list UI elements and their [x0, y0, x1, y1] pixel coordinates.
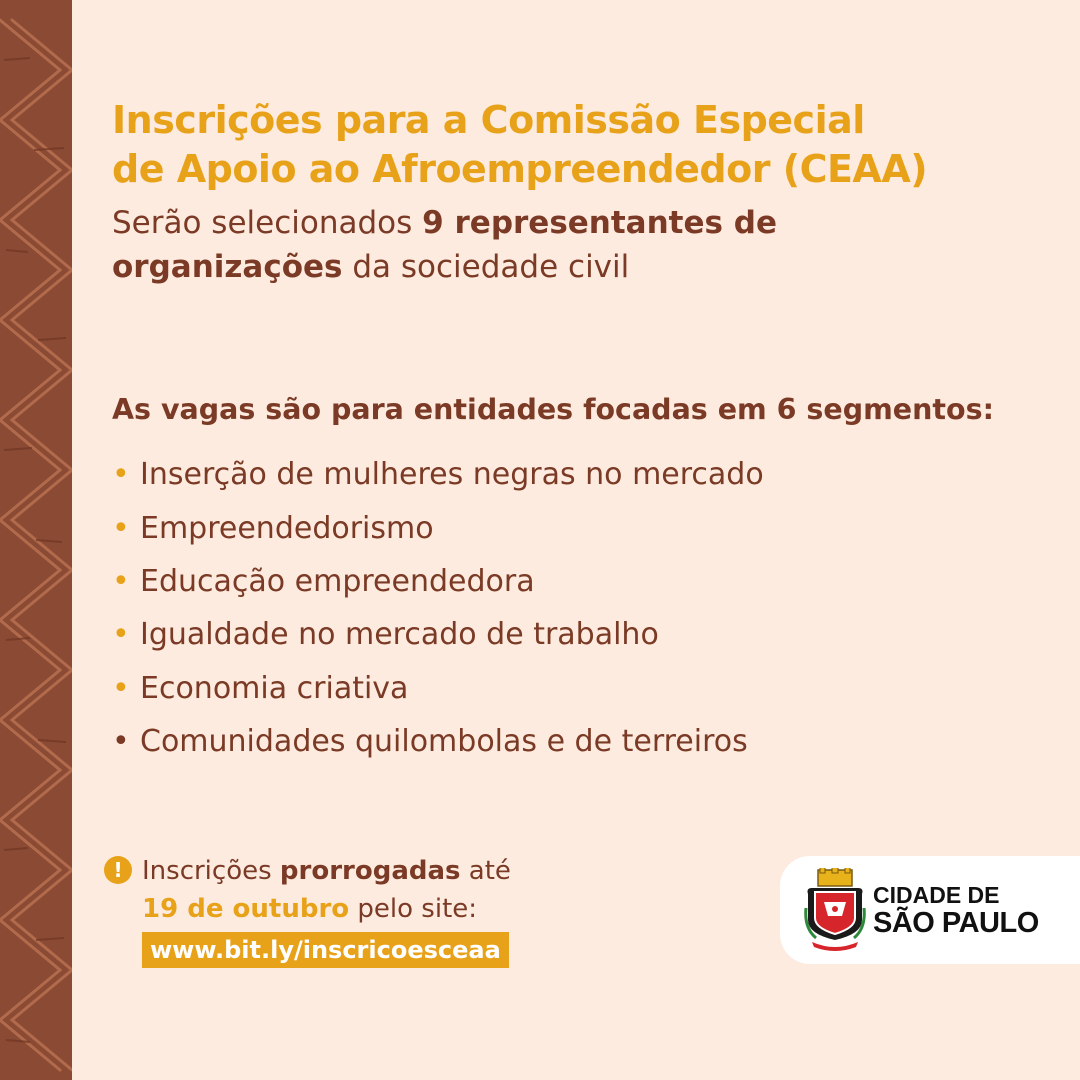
segment-label: Igualdade no mercado de trabalho	[140, 617, 659, 653]
bullet-icon: •	[112, 724, 130, 760]
zigzag-pattern-icon	[0, 0, 72, 1080]
list-item	[112, 501, 764, 554]
city-logo	[780, 856, 1080, 964]
bullet-icon: •	[112, 510, 130, 546]
bullet-icon: •	[112, 457, 130, 493]
logo-line-1: CIDADE DE	[873, 882, 1000, 908]
segments-list	[112, 448, 764, 768]
bullet-icon: •	[112, 670, 130, 706]
deadline-date: 19 de outubro	[142, 894, 350, 924]
deadline-notice	[104, 852, 511, 968]
logo-wordmark	[873, 881, 1039, 937]
decorative-pattern-stripe	[0, 0, 72, 1080]
segments-heading: As vagas são para entidades focadas em 6 segmentos:	[112, 393, 994, 426]
list-item	[112, 715, 764, 768]
notice-line-1	[104, 852, 511, 890]
subtitle-bold-1: 9 representantes de	[422, 205, 777, 241]
subtitle-bold-2: organizações	[112, 249, 343, 285]
list-item	[112, 555, 764, 608]
list-item	[112, 448, 764, 501]
bullet-icon: •	[112, 617, 130, 653]
registration-link[interactable]: www.bit.ly/inscricoesceaa	[142, 932, 509, 968]
list-item	[112, 662, 764, 715]
notice-text-3: pelo site:	[349, 894, 478, 924]
title-line-2: de Apoio ao Afroempreendedor (CEAA)	[112, 147, 928, 191]
sao-paulo-coat-of-arms-icon	[804, 868, 866, 952]
subtitle	[112, 201, 1052, 289]
notice-text-2: até	[460, 856, 511, 886]
segment-label: Economia criativa	[140, 670, 409, 706]
page-title	[112, 96, 1052, 194]
bullet-icon: •	[112, 563, 130, 599]
title-line-1: Inscrições para a Comissão Especial	[112, 98, 865, 142]
header-section	[112, 96, 1052, 289]
exclamation-icon: !	[104, 856, 132, 884]
segment-label: Inserção de mulheres negras no mercado	[140, 457, 764, 493]
subtitle-text-1: Serão selecionados	[112, 205, 423, 241]
segment-label: Comunidades quilombolas e de terreiros	[140, 724, 748, 760]
list-item	[112, 608, 764, 661]
notice-line-2	[104, 890, 511, 928]
notice-bold: prorrogadas	[279, 856, 461, 886]
logo-line-2: SÃO PAULO	[873, 907, 1039, 939]
segment-label: Empreendedorismo	[140, 510, 434, 546]
subtitle-text-2: da sociedade civil	[342, 249, 630, 285]
segment-label: Educação empreendedora	[140, 563, 535, 599]
notice-text-1: Inscrições	[142, 856, 280, 886]
